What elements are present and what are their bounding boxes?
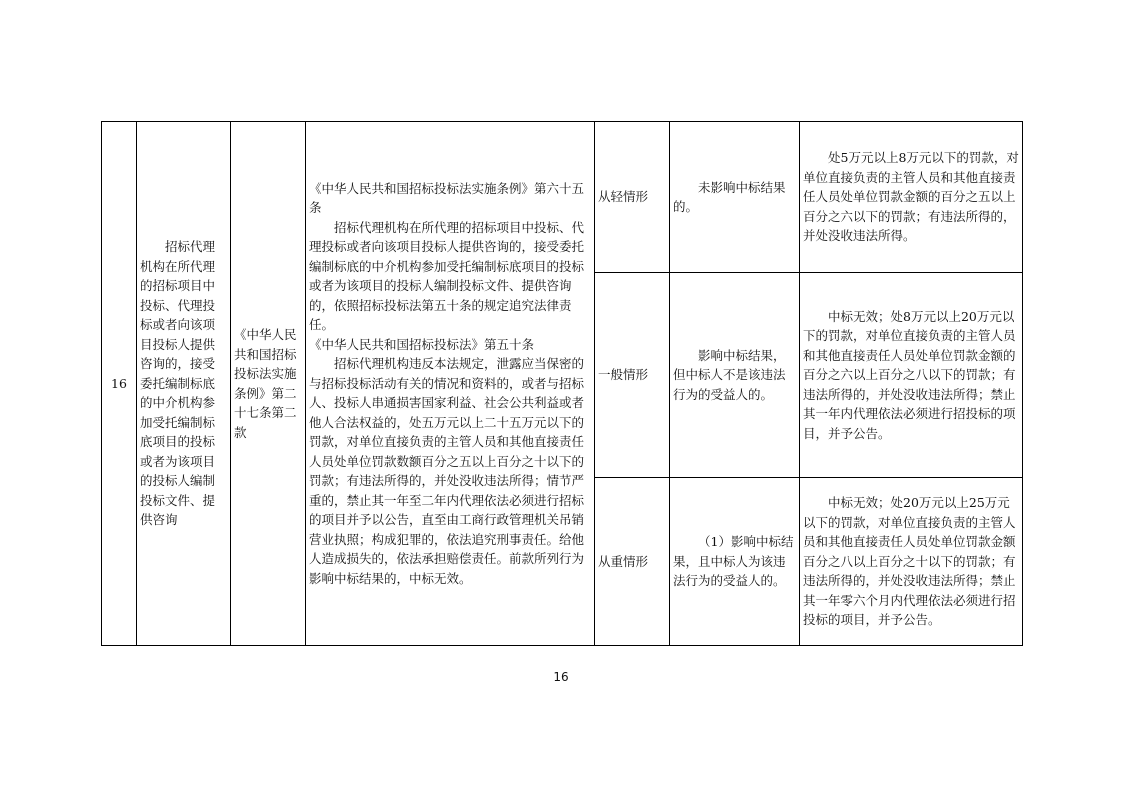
scope-normal-cell xyxy=(670,273,800,478)
legal-basis-short-cell: 《中华人民共和国招标投标法实施条例》第二十七条第二款 xyxy=(231,122,306,646)
basis-paragraph: 《中华人民共和国招标投标法》第五十条 xyxy=(309,336,535,352)
scope-light-text: 未影响中标结果的。 xyxy=(673,179,786,214)
basis-paragraph: 《中华人民共和国招标投标法实施条例》第六十五条 xyxy=(309,180,585,216)
penalty-normal-cell xyxy=(800,273,1023,478)
table-row xyxy=(102,122,1023,273)
basis-paragraph: 招标代理机构违反本法规定，泄露应当保密的与招标投标活动有关的情况和资料的，或者与招标人、投标人串通损害国家利益、社会公共利益或者他人合法权益的，处五万元以上二十五万元以下的罚款，对单位直接负责的主管人员和其他直接责任人员处单位罚款数额百分之五以上百分之十以下的罚款；有违法所得的，并处没收违法所得；情节严重的，禁止其一年至二年内代理依法必须进行招标的项目并予以公告，直至由工商行政管理机关吊销营业执照；构成犯罪的，依法追究刑事责任。给他人造成损失的，依法承担赔偿责任。前款所列行为影响中标结果的，中标无效。 xyxy=(309,356,585,586)
penalty-light-text: 处5万元以上8万元以下的罚款，对单位直接负责的主管人员和其他直接责任人员处单位罚款金额的百分之五以上百分之六以下的罚款；有违法所得的，并处没收违法所得。 xyxy=(803,150,1019,244)
penalty-discretion-table xyxy=(101,121,1023,646)
discretion-range-normal: 一般情形 xyxy=(595,273,670,478)
penalty-heavy-text: 中标无效；处20万元以上25万元以下的罚款，对单位直接负责的主管人员和其他直接责任人员处单位罚款金额百分之八以上百分之十以下的罚款；有违法所得的，并处没收违法所得；禁止其一年零六个月内代理依法必须进行招投标的项目，并予公告。 xyxy=(803,495,1016,628)
violation-behavior-cell xyxy=(137,122,231,646)
penalty-heavy-cell xyxy=(800,478,1023,646)
violation-behavior-text: 招标代理机构在所代理的招标项目中投标、代理投标或者向该项目投标人提供咨询的，接受委托编制标底的中介机构参加受托编制标底项目的投标或者为该项目的投标人编制投标文件、提供咨询 xyxy=(140,239,216,528)
penalty-basis-cell xyxy=(306,122,595,646)
scope-light-cell xyxy=(670,122,800,273)
basis-paragraph: 招标代理机构在所代理的招标项目中投标、代理投标或者向该项目投标人提供咨询的，接受委托编制标底的中介机构参加受托编制标底项目的投标或者为该项目的投标人编制投标文件、提供咨询的，依照招标投标法第五十条的规定追究法律责任。 xyxy=(309,219,585,333)
scope-heavy-cell xyxy=(670,478,800,646)
penalty-light-cell xyxy=(800,122,1023,273)
scope-heavy-text: （1）影响中标结果，且中标人为该违法行为的受益人的。 xyxy=(673,534,794,589)
page-number: 16 xyxy=(553,670,569,684)
discretion-range-light: 从轻情形 xyxy=(595,122,670,273)
discretion-range-heavy: 从重情形 xyxy=(595,478,670,646)
row-index: 16 xyxy=(102,122,137,646)
penalty-normal-text: 中标无效；处8万元以上20万元以下的罚款，对单位直接负责的主管人员和其他直接责任人员处单位罚款金额的百分之六以上百分之八以下的罚款；有违法所得的，并处没收违法所得；禁止其一年内代理依法必须进行招投标的项目，并予公告。 xyxy=(803,308,1016,441)
scope-normal-text: 影响中标结果，但中标人不是该违法行为的受益人的。 xyxy=(673,347,786,402)
